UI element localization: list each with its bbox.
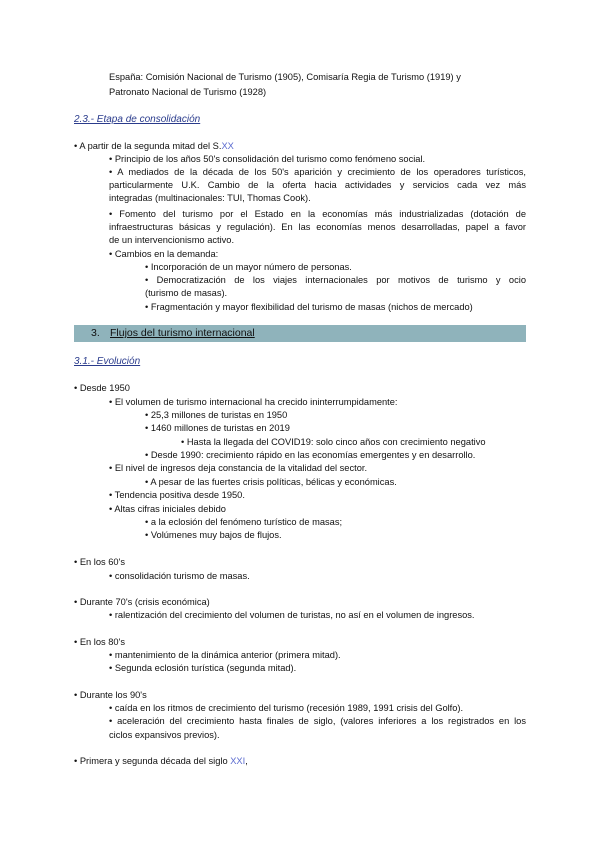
century-xxi: XXI xyxy=(230,756,246,766)
bullet-caida-ritmos: • caída en los ritmos de crecimiento del turismo (recesión 1989, 1991 crisis del Golfo). xyxy=(109,703,464,713)
subsection-heading-2-3: 2.3.- Etapa de consolidación xyxy=(74,114,201,125)
intro-line-2: Patronato Nacional de Turismo (1928) xyxy=(109,87,267,97)
bullet-cambios-demanda: • Cambios en la demanda: xyxy=(109,249,219,259)
bullet-nivel-ingresos: • El nivel de ingresos deja constancia de la vitalidad del sector. xyxy=(109,463,368,473)
bullet-fomento-l1: • Fomento del turismo por el Estado en la economías más industrializadas (dotación de xyxy=(109,209,526,219)
bullet-operadores-l3: integradas (multinacionales: TUI, Thomas Cook). xyxy=(109,193,311,203)
bullet-desde-1990: • Desde 1990: crecimiento rápido en las economías emergentes y en desarrollo. xyxy=(145,450,476,460)
bullet-segunda-eclosion: • Segunda eclosión turística (segunda mitad). xyxy=(109,663,297,673)
bullet-aceleracion-l1: • aceleración del crecimiento hasta finales de siglo, (valores inferiores a los registrados en los xyxy=(109,716,526,726)
bullet-operadores-l2: particularmente U.K. Cambio de la oferta hacia actividades y servicios cada vez más xyxy=(109,180,526,190)
bullet-fomento-l2: infraestructuras básicas y regulación). En las economías menos desarrolladas, papel a favor xyxy=(109,222,526,232)
bullet-aceleracion-l2: ciclos expansivos previos). xyxy=(109,730,220,740)
bullet-ralentizacion: • ralentización del crecimiento del volumen de turistas, no así en el volumen de ingresos. xyxy=(109,610,475,620)
bullet-covid19: • Hasta la llegada del COVID19: solo cinco años con crecimiento negativo xyxy=(181,437,486,447)
bullet-democratizacion-l2: (turismo de masas). xyxy=(145,288,228,298)
bullet-democratizacion-l1: • Democratización de los viajes internacionales por motivos de turismo y ocio xyxy=(145,275,526,285)
intro-line-1: España: Comisión Nacional de Turismo (1905), Comisaría Regia de Turismo (1919) y xyxy=(109,72,461,82)
bullet-operadores-l1: • A mediados de la década de los 50's aparición y crecimiento de los operadores turísticos, xyxy=(109,167,526,177)
bullet-mantenimiento: • mantenimiento de la dinámica anterior (primera mitad). xyxy=(109,650,341,660)
bullet-1460-millones: • 1460 millones de turistas en 2019 xyxy=(145,423,290,433)
bullet-25-3-millones: • 25,3 millones de turistas en 1950 xyxy=(145,410,288,420)
bullet-consolidacion-masas: • consolidación turismo de masas. xyxy=(109,571,250,581)
bullet-siglo-xxi-comma: , xyxy=(245,756,248,766)
bullet-volumen: • El volumen de turismo internacional ha crecido ininterrumpidamente: xyxy=(109,397,398,407)
bullet-volumenes-bajos: • Volúmenes muy bajos de flujos. xyxy=(145,530,282,540)
bullet-durante-90s: • Durante los 90's xyxy=(74,690,147,700)
bullet-fragmentacion: • Fragmentación y mayor flexibilidad del turismo de masas (nichos de mercado) xyxy=(145,302,473,312)
subsection-heading-3-1: 3.1.- Evolución xyxy=(74,356,141,367)
bullet-altas-cifras: • Altas cifras iniciales debido xyxy=(109,504,226,514)
bullet-eclosion: • a la eclosión del fenómeno turístico de masas; xyxy=(145,517,343,527)
bullet-segunda-mitad-text: • A partir de la segunda mitad del S. xyxy=(74,141,222,151)
bullet-incorporacion: • Incorporación de un mayor número de personas. xyxy=(145,262,352,272)
bullet-segunda-mitad xyxy=(74,140,234,153)
bullet-siglo-xxi-text: • Primera y segunda década del siglo xyxy=(74,756,231,766)
century-xx: XX xyxy=(221,141,234,151)
bullet-fomento-l3: de un intervencionismo activo. xyxy=(109,235,235,245)
section-number: 3. xyxy=(91,327,100,339)
bullet-en-los-60s: • En los 60's xyxy=(74,557,126,567)
bullet-principio-50s: • Principio de los años 50's consolidación del turismo como fenómeno social. xyxy=(109,154,426,164)
bullet-en-los-80s: • En los 80's xyxy=(74,637,126,647)
section-title: Flujos del turismo internacional xyxy=(110,327,255,339)
bullet-desde-1950: • Desde 1950 xyxy=(74,383,130,393)
bullet-a-pesar: • A pesar de las fuertes crisis políticas, bélicas y económicas. xyxy=(145,477,397,487)
bullet-tendencia: • Tendencia positiva desde 1950. xyxy=(109,490,245,500)
section-heading-3 xyxy=(74,325,526,342)
bullet-siglo-xxi xyxy=(74,755,248,768)
bullet-durante-70s: • Durante 70's (crisis económica) xyxy=(74,597,210,607)
